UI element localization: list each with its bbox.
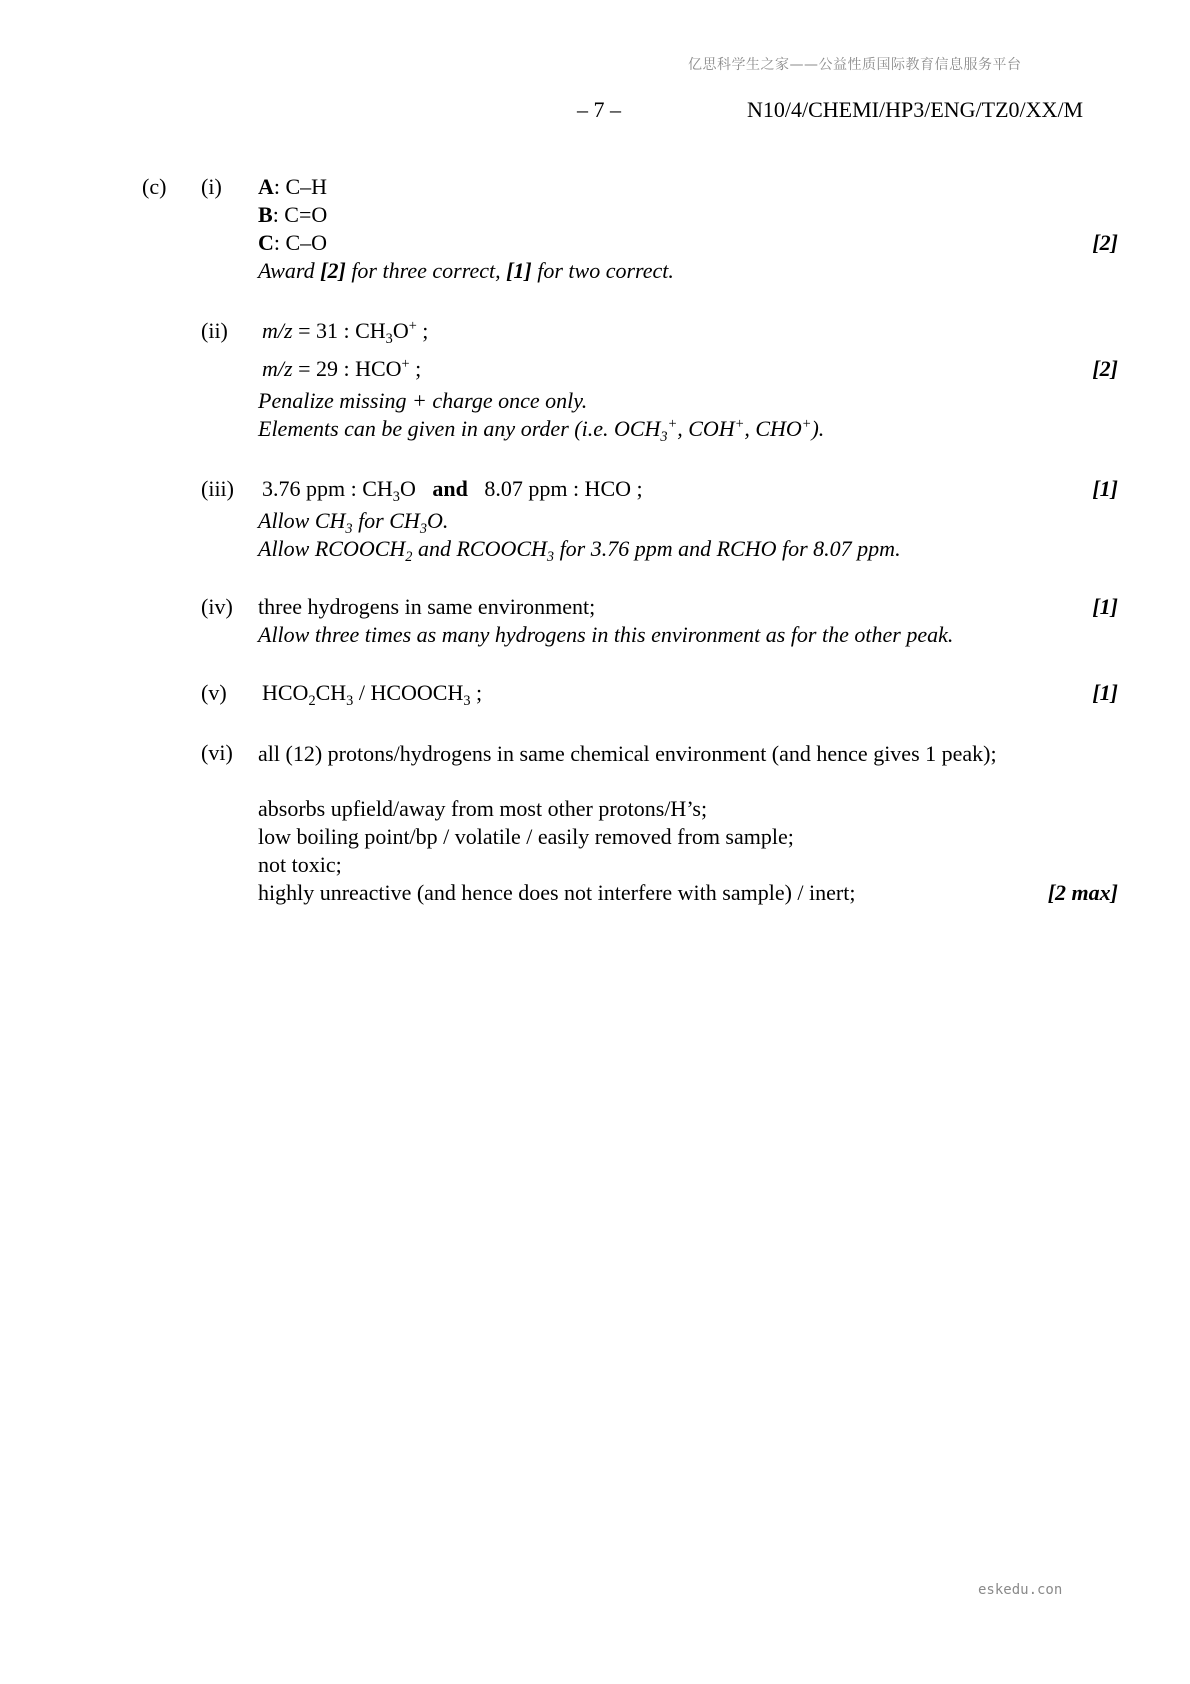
answer-line-a bbox=[258, 174, 327, 199]
answer-text: ; bbox=[416, 318, 429, 343]
part-label: (v) bbox=[201, 680, 227, 705]
superscript: + bbox=[667, 416, 678, 433]
marking-note: Allow three times as many hydrogens in this environment as for the other peak. bbox=[258, 622, 954, 647]
part-label: (i) bbox=[201, 174, 222, 199]
page-number: – 7 – bbox=[577, 97, 621, 122]
note-text: for 3.76 ppm and RCHO for 8.07 ppm. bbox=[554, 536, 901, 561]
subscript: 3 bbox=[419, 521, 427, 537]
superscript: + bbox=[734, 416, 745, 433]
note-text: , COH bbox=[677, 416, 735, 441]
subscript: 3 bbox=[385, 331, 393, 347]
answer-text: : C–O bbox=[273, 230, 328, 255]
subscript: 3 bbox=[392, 489, 400, 505]
part-label: (ii) bbox=[201, 318, 228, 343]
answer-text: 8.07 ppm : HCO ; bbox=[484, 476, 643, 501]
answer-line: low boiling point/bp / volatile / easily removed from sample; bbox=[258, 824, 794, 849]
part-label: (iv) bbox=[201, 594, 233, 619]
mark: [2] bbox=[1092, 356, 1118, 381]
answer-key: B bbox=[258, 202, 273, 227]
marking-note bbox=[258, 416, 825, 445]
mz-symbol: m/z bbox=[262, 356, 293, 381]
answer-key: C bbox=[258, 230, 274, 255]
note-text: for three correct, bbox=[345, 258, 507, 283]
subscript: 3 bbox=[346, 693, 354, 709]
answer-text: / HCOOCH bbox=[353, 680, 464, 705]
answer-text: O bbox=[392, 318, 409, 343]
and-keyword: and bbox=[432, 476, 468, 501]
note-text: ). bbox=[811, 416, 825, 441]
note-text: O. bbox=[426, 508, 449, 533]
answer-line bbox=[262, 318, 429, 347]
part-label: (vi) bbox=[201, 740, 233, 765]
answer-line: three hydrogens in same environment; bbox=[258, 594, 596, 619]
mz-symbol: m/z bbox=[262, 318, 293, 343]
part-label: (iii) bbox=[201, 476, 234, 501]
answer-key: A bbox=[258, 174, 274, 199]
answer-text: CH bbox=[315, 680, 347, 705]
subscript: 3 bbox=[546, 549, 555, 565]
paper-code: N10/4/CHEMI/HP3/ENG/TZ0/XX/M bbox=[747, 97, 1084, 122]
answer-line bbox=[262, 680, 483, 709]
marking-note bbox=[258, 536, 901, 565]
note-mark: [1] bbox=[506, 258, 532, 283]
marking-note bbox=[258, 258, 674, 283]
superscript: + bbox=[801, 416, 812, 433]
subscript: 3 bbox=[345, 521, 353, 537]
answer-line-b bbox=[258, 202, 327, 227]
answer-line: highly unreactive (and hence does not interfere with sample) / inert; bbox=[258, 880, 856, 905]
subscript: 2 bbox=[308, 693, 316, 709]
answer-text: : C=O bbox=[272, 202, 328, 227]
answer-text: HCO bbox=[262, 680, 309, 705]
answer-line: all (12) protons/hydrogens in same chemical environment (and hence gives 1 peak); bbox=[258, 741, 997, 766]
marking-note: Penalize missing + charge once only. bbox=[258, 388, 588, 413]
note-text: Elements can be given in any order (i.e. OCH bbox=[258, 416, 661, 441]
mark: [2] bbox=[1092, 230, 1118, 255]
subscript: 3 bbox=[463, 693, 471, 709]
note-text: Allow RCOOCH bbox=[258, 536, 406, 561]
answer-text: O bbox=[399, 476, 416, 501]
note-text: for two correct. bbox=[531, 258, 674, 283]
mark: [1] bbox=[1092, 476, 1118, 501]
section-label: (c) bbox=[142, 174, 167, 199]
note-text: , CHO bbox=[744, 416, 802, 441]
answer-line: absorbs upfield/away from most other protons/H’s; bbox=[258, 796, 708, 821]
watermark-bottom: eskedu.con bbox=[978, 1582, 1063, 1598]
answer-line: not toxic; bbox=[258, 852, 342, 877]
subscript: 2 bbox=[405, 549, 413, 565]
mark: [2 max] bbox=[1047, 880, 1118, 905]
watermark-top: 亿思科学生之家——公益性质国际教育信息服务平台 bbox=[688, 57, 1022, 73]
answer-text: = 31 : CH bbox=[292, 318, 386, 343]
answer-line-c bbox=[258, 230, 327, 255]
mark: [1] bbox=[1092, 680, 1118, 705]
answer-line bbox=[262, 476, 643, 505]
mark: [1] bbox=[1092, 594, 1118, 619]
note-text: Award bbox=[258, 258, 321, 283]
subscript: 3 bbox=[660, 429, 668, 445]
superscript: + bbox=[401, 356, 410, 373]
note-mark: [2] bbox=[320, 258, 346, 283]
note-text: Allow CH bbox=[258, 508, 346, 533]
answer-text: ; bbox=[409, 356, 422, 381]
answer-text: ; bbox=[470, 680, 483, 705]
answer-line bbox=[262, 356, 421, 381]
note-text: and RCOOCH bbox=[412, 536, 547, 561]
note-text: for CH bbox=[352, 508, 420, 533]
superscript: + bbox=[408, 318, 417, 335]
marking-note bbox=[258, 508, 449, 537]
answer-text: 3.76 ppm : CH bbox=[262, 476, 393, 501]
answer-text: = 29 : HCO bbox=[292, 356, 402, 381]
answer-text: : C–H bbox=[273, 174, 328, 199]
